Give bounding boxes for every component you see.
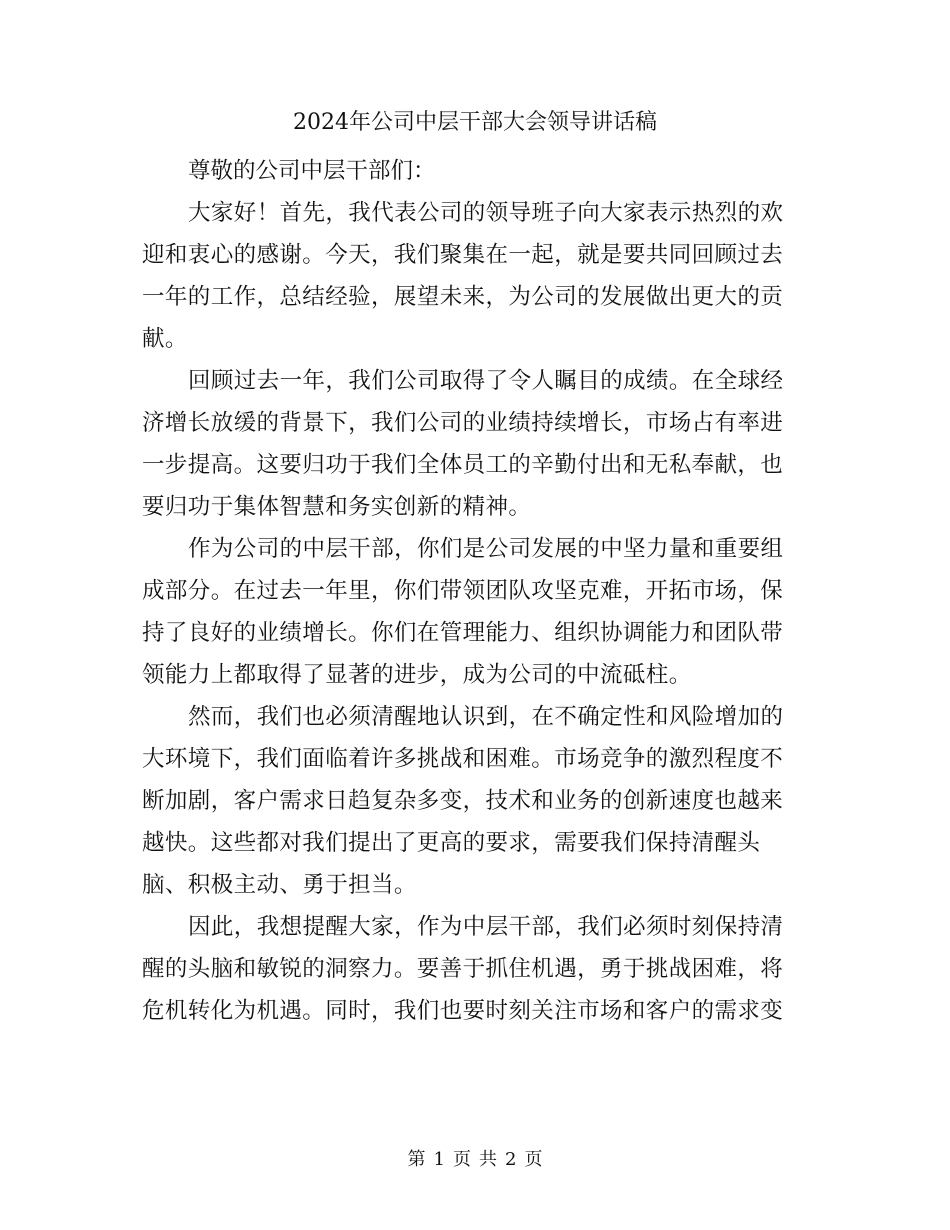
paragraph-1 <box>142 192 810 360</box>
total-page-count: 2 <box>505 1149 517 1170</box>
paragraph-2 <box>142 360 810 528</box>
salutation: 尊敬的公司中层干部们： <box>188 158 436 184</box>
footer-total-label: 共 <box>479 1149 497 1170</box>
paragraph-3 <box>142 528 810 696</box>
paragraph-line: 断加剧，客户需求日趋复杂多变，技术和业务的创新速度也越来 <box>142 788 784 814</box>
footer-suffix: 页 <box>524 1149 543 1170</box>
paragraph-line: 献。 <box>142 326 188 352</box>
paragraph-line: 领能力上都取得了显著的进步，成为公司的中流砥柱。 <box>142 662 692 688</box>
paragraph-line: 脑、积极主动、勇于担当。 <box>142 872 417 898</box>
paragraph-line: 一步提高。这要归功于我们全体员工的辛勤付出和无私奉献，也 <box>142 452 784 478</box>
paragraph-4 <box>142 696 810 906</box>
footer-prefix: 第 <box>407 1149 426 1170</box>
paragraph-line: 作为公司的中层干部，你们是公司发展的中坚力量和重要组 <box>188 536 784 562</box>
paragraph-line: 济增长放缓的背景下，我们公司的业绩持续增长，市场占有率进 <box>142 410 784 436</box>
document-body <box>142 150 810 1032</box>
footer-page-label: 页 <box>453 1149 471 1170</box>
paragraph-line: 回顾过去一年，我们公司取得了令人瞩目的成绩。在全球经 <box>188 368 784 394</box>
paragraph-line: 一年的工作，总结经验，展望未来，为公司的发展做出更大的贡 <box>142 284 784 310</box>
paragraph-line: 越快。这些都对我们提出了更高的要求，需要我们保持清醒头 <box>142 830 761 856</box>
paragraph-line: 醒的头脑和敏锐的洞察力。要善于抓住机遇，勇于挑战困难，将 <box>142 956 784 982</box>
paragraph-line: 危机转化为机遇。同时，我们也要时刻关注市场和客户的需求变 <box>142 998 784 1024</box>
paragraph-line: 大家好！首先，我代表公司的领导班子向大家表示热烈的欢 <box>188 200 784 226</box>
paragraph-line: 大环境下，我们面临着许多挑战和困难。市场竞争的激烈程度不 <box>142 746 784 772</box>
paragraph-line: 要归功于集体智慧和务实创新的精神。 <box>142 494 532 520</box>
paragraph-line: 成部分。在过去一年里，你们带领团队攻坚克难，开拓市场，保 <box>142 578 784 604</box>
paragraph-line: 然而，我们也必须清醒地认识到，在不确定性和风险增加的 <box>188 704 784 730</box>
paragraph-line: 因此，我想提醒大家，作为中层干部，我们必须时刻保持清 <box>188 914 784 940</box>
page-footer <box>0 1148 950 1172</box>
paragraph-5 <box>142 906 810 1032</box>
paragraph-line: 迎和衷心的感谢。今天，我们聚集在一起，就是要共同回顾过去 <box>142 242 784 268</box>
document-title: 2024年公司中层干部大会领导讲话稿 <box>293 110 657 135</box>
current-page-number: 1 <box>433 1149 445 1170</box>
paragraph-line: 持了良好的业绩增长。你们在管理能力、组织协调能力和团队带 <box>142 620 784 646</box>
